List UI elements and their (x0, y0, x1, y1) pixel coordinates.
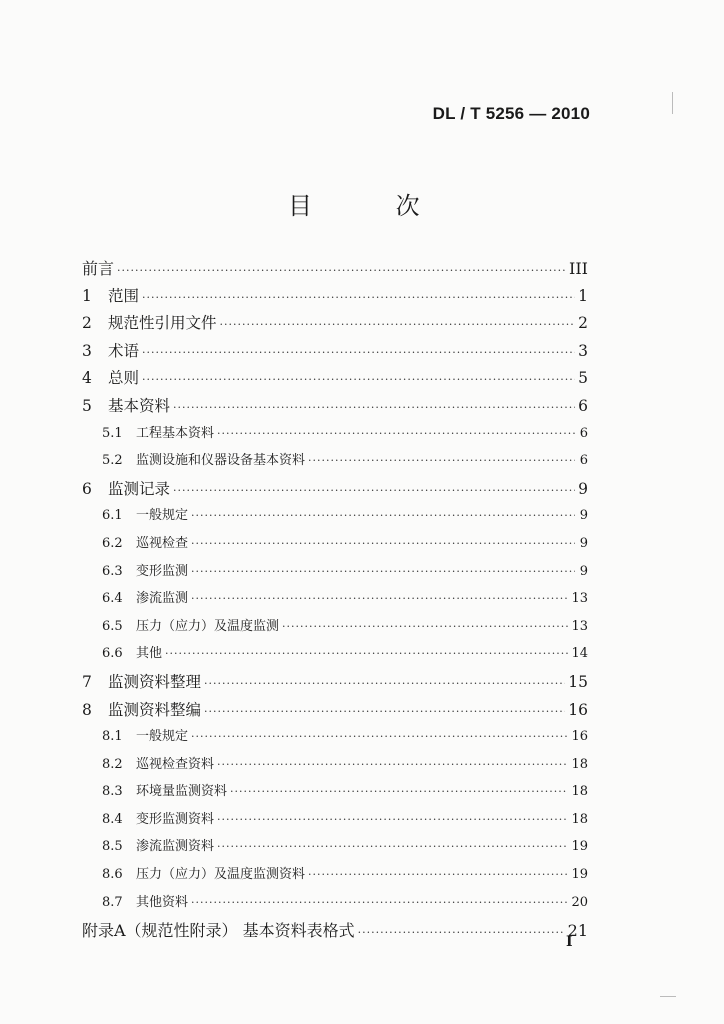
toc-entry-label: 规范性引用文件 (108, 314, 217, 333)
dot-leader (282, 620, 568, 633)
toc-entry-page: 2 (578, 314, 588, 333)
toc-entry-label: 巡视检查 (136, 535, 189, 551)
toc-entry-number: 1 (82, 286, 92, 305)
dot-leader (191, 730, 568, 743)
dot-leader (191, 896, 568, 909)
toc-entry-page: 5 (578, 369, 588, 388)
dot-leader (230, 785, 568, 798)
toc-entry-label: 基本资料 (108, 396, 171, 415)
toc-entry-label: 巡视检查资料 (136, 756, 215, 772)
toc-entry-page: 9 (579, 508, 588, 524)
toc-entry-page: 13 (571, 591, 588, 607)
dot-leader (165, 647, 568, 660)
toc-entry (82, 532, 588, 560)
dot-leader (191, 592, 568, 605)
toc-entry-page: 6 (578, 396, 588, 415)
toc-entry-page: 19 (571, 867, 588, 883)
toc-entry-number: 6.3 (102, 563, 123, 579)
toc-entry (82, 422, 588, 450)
toc-entry-page: 20 (571, 894, 588, 910)
dot-leader (358, 926, 565, 939)
toc-entry-label: 附录A（规范性附录） 基本资料表格式 (82, 921, 355, 941)
toc-entry-label: 渗流监测 (136, 591, 189, 607)
toc-entry-number: 6 (82, 479, 92, 498)
dot-leader (173, 401, 575, 414)
toc-entry-label: 前言 (82, 259, 115, 278)
toc-entry (82, 642, 588, 670)
toc-entry-label: 总则 (108, 369, 140, 388)
toc-entry-number: 5 (82, 396, 92, 415)
toc-entry-label: 监测记录 (108, 479, 171, 498)
toc-entry (82, 918, 588, 946)
dot-leader (204, 677, 565, 690)
dot-leader (117, 264, 566, 277)
toc-entry-label: 压力（应力）及温度监测资料 (136, 867, 306, 883)
toc-entry-label: 监测资料整编 (108, 700, 202, 719)
toc-entry (82, 891, 588, 919)
toc-entry-number: 5.1 (102, 425, 123, 441)
toc-entry-page: III (569, 259, 588, 278)
toc-entry-label: 变形监测 (136, 563, 189, 579)
toc-entry-number: 8.7 (102, 894, 123, 910)
toc-entry-page: 16 (568, 700, 588, 719)
toc-entry-number: 5.2 (102, 453, 123, 469)
toc-entry (82, 780, 588, 808)
dot-leader (142, 291, 575, 304)
toc-entry-page: 9 (579, 563, 588, 579)
dot-leader (217, 840, 568, 853)
toc-entry-label: 变形监测资料 (136, 811, 215, 827)
toc-entry-page: 6 (579, 425, 588, 441)
toc-entry (82, 284, 588, 312)
toc-entry-label: 渗流监测资料 (136, 839, 215, 855)
toc-entry-number: 6.2 (102, 535, 123, 551)
toc-entry-page: 15 (568, 672, 588, 691)
document-code: DL / T 5256 — 2010 (432, 104, 590, 123)
toc-entry (82, 753, 588, 781)
toc-entry-label: 术语 (108, 341, 140, 360)
toc-entry (82, 863, 588, 891)
toc-entry-label: 工程基本资料 (136, 425, 215, 441)
toc-entry-number: 2 (82, 314, 92, 333)
page-number: I (566, 934, 573, 950)
dot-leader (217, 758, 568, 771)
toc-entry-label: 监测资料整理 (108, 672, 202, 691)
toc-entry-page: 18 (571, 784, 588, 800)
dot-leader (191, 565, 575, 578)
toc-entry-page: 19 (571, 839, 588, 855)
toc-entry-number: 8.4 (102, 811, 123, 827)
toc-entry (82, 449, 588, 477)
toc-entry-number: 8.2 (102, 756, 123, 772)
toc-entry-page: 16 (571, 729, 588, 745)
toc-entry-page: 3 (578, 341, 588, 360)
toc-entry-page: 14 (571, 646, 588, 662)
dot-leader (142, 346, 575, 359)
toc-entry-number: 3 (82, 341, 92, 360)
toc-entry (82, 698, 588, 726)
toc-entry-label: 一般规定 (136, 508, 189, 524)
dot-leader (308, 868, 568, 881)
toc-entry (82, 256, 588, 284)
toc-entry-label: 一般规定 (136, 729, 189, 745)
toc-entry (82, 808, 588, 836)
toc-entry (82, 366, 588, 394)
toc-entry (82, 560, 588, 588)
toc-entry-page: 18 (571, 811, 588, 827)
toc-entry-page: 21 (567, 921, 588, 941)
toc-entry-number: 6.6 (102, 646, 123, 662)
toc-entry (82, 477, 588, 505)
toc-entry-page: 9 (578, 479, 588, 498)
toc-entry-number: 6.4 (102, 591, 123, 607)
scan-edge-mark (660, 996, 676, 997)
toc-entry-number: 8.3 (102, 784, 123, 800)
toc-entry-page: 18 (571, 756, 588, 772)
toc-entry-page: 9 (579, 535, 588, 551)
toc-entry (82, 311, 588, 339)
toc-entry (82, 670, 588, 698)
toc-entry-label: 其他资料 (136, 894, 189, 910)
toc-entry-number: 8.6 (102, 867, 123, 883)
toc-entry-number: 8.1 (102, 729, 123, 745)
toc-entry-number: 8 (82, 700, 92, 719)
toc-entry (82, 339, 588, 367)
dot-leader (217, 427, 575, 440)
toc-entry-label: 范围 (108, 286, 140, 305)
dot-leader (308, 454, 575, 467)
table-of-contents (82, 256, 588, 946)
dot-leader (204, 705, 565, 718)
toc-entry-label: 环境量监测资料 (136, 784, 228, 800)
toc-entry-number: 8.5 (102, 839, 123, 855)
toc-entry (82, 725, 588, 753)
toc-entry (82, 394, 588, 422)
toc-entry-number: 4 (82, 369, 92, 388)
dot-leader (191, 509, 575, 522)
dot-leader (217, 813, 568, 826)
dot-leader (142, 373, 575, 386)
scan-edge-mark (672, 92, 673, 114)
toc-entry (82, 615, 588, 643)
dot-leader (220, 318, 575, 331)
toc-entry (82, 587, 588, 615)
toc-entry-page: 6 (579, 453, 588, 469)
toc-entry-number: 6.1 (102, 508, 123, 524)
toc-entry-label: 监测设施和仪器设备基本资料 (136, 453, 306, 469)
toc-entry-number: 6.5 (102, 618, 123, 634)
dot-leader (191, 537, 575, 550)
toc-entry (82, 504, 588, 532)
toc-entry-number: 7 (82, 672, 92, 691)
toc-entry-label: 压力（应力）及温度监测 (136, 618, 280, 634)
toc-entry-label: 其他 (136, 646, 163, 662)
toc-title: 目 次 (288, 192, 458, 220)
toc-entry-page: 13 (571, 618, 588, 634)
dot-leader (173, 484, 575, 497)
toc-entry-page: 1 (578, 286, 588, 305)
toc-entry (82, 835, 588, 863)
